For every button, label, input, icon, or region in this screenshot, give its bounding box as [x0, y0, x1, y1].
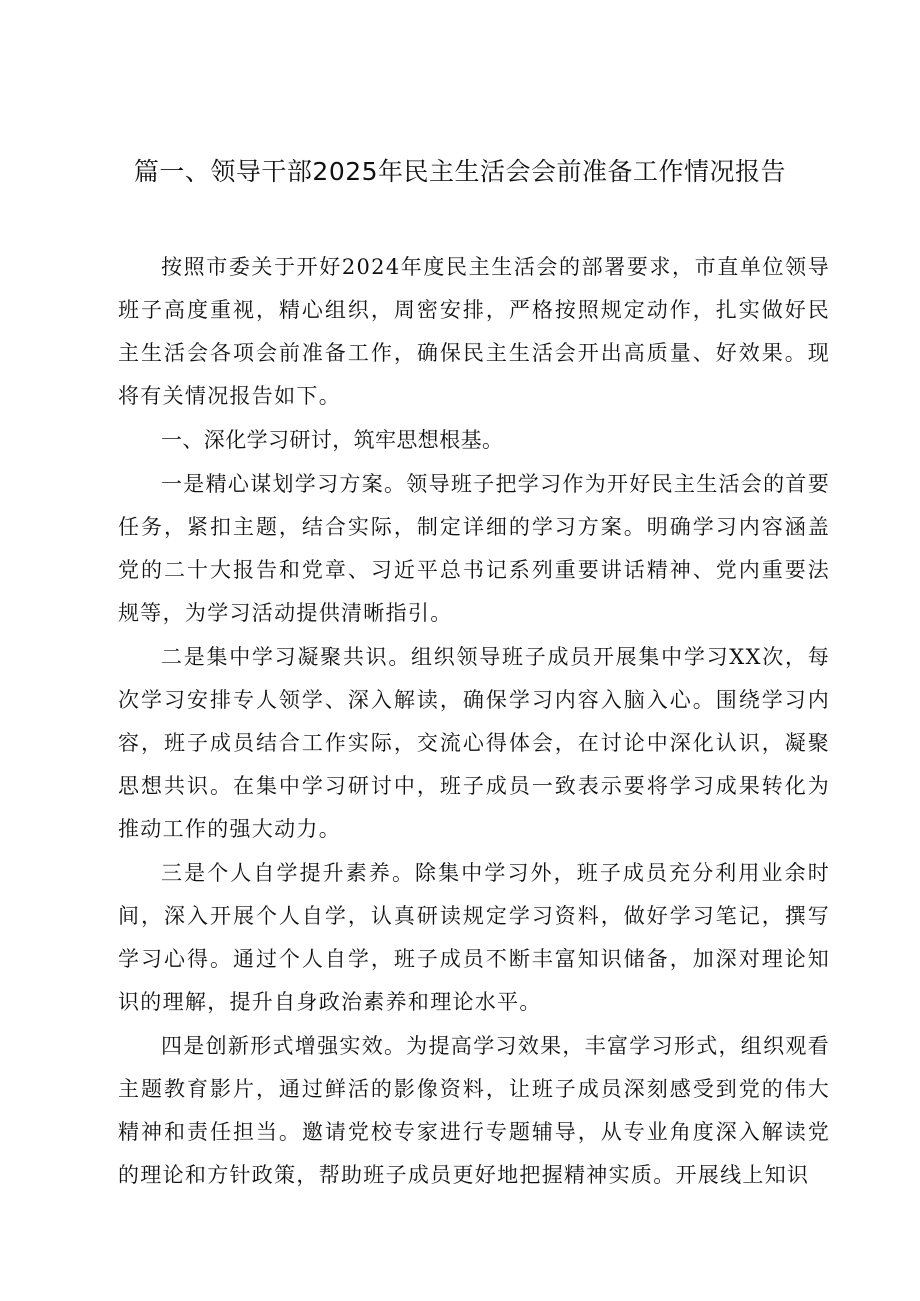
paragraph-intro: 按照市委关于开好2024年度民主生活会的部署要求，市直单位领导班子高度重视，精心组织，周密安排，严格按照规定动作，扎实做好民主生活会各项会前准备工作，确保民主生活会开出高质量、好效果。现将有关情况报告如下。 [118, 255, 830, 408]
paragraph-point-1: 一是精心谋划学习方案。领导班子把学习作为开好民主生活会的首要任务，紧扣主题，结合实际，制定详细的学习方案。明确学习内容涵盖党的二十大报告和党章、习近平总书记系列重要讲话精神、党内重要法规等，为学习活动提供清晰指引。 [118, 472, 830, 625]
section-heading-1: 一、深化学习研讨，筑牢思想根基。 [161, 428, 504, 452]
document-title: 篇一、领导干部2025年民主生活会会前准备工作情况报告 [133, 157, 787, 186]
document-body [118, 246, 830, 1198]
paragraph-point-2: 二是集中学习凝聚共识。组织领导班子成员开展集中学习XX次，每次学习安排专人领学、深入解读，确保学习内容入脑入心。围绕学习内容，班子成员结合工作实际，交流心得体会，在讨论中深化认识，凝聚思想共识。在集中学习研讨中，班子成员一致表示要将学习成果转化为推动工作的强大动力。 [118, 645, 830, 841]
paragraph-point-4: 四是创新形式增强实效。为提高学习效果，丰富学习形式，组织观看主题教育影片，通过鲜活的影像资料，让班子成员深刻感受到党的伟大精神和责任担当。邀请党校专家进行专题辅导，从专业角度深入解读党的理论和方针政策，帮助班子成员更好地把握精神实质。开展线上知识 [118, 1034, 830, 1187]
paragraph-point-3: 三是个人自学提升素养。除集中学习外，班子成员充分利用业余时间，深入开展个人自学，认真研读规定学习资料，做好学习笔记，撰写学习心得。通过个人自学，班子成员不断丰富知识储备，加深对理论知识的理解，提升自身政治素养和理论水平。 [118, 861, 830, 1014]
